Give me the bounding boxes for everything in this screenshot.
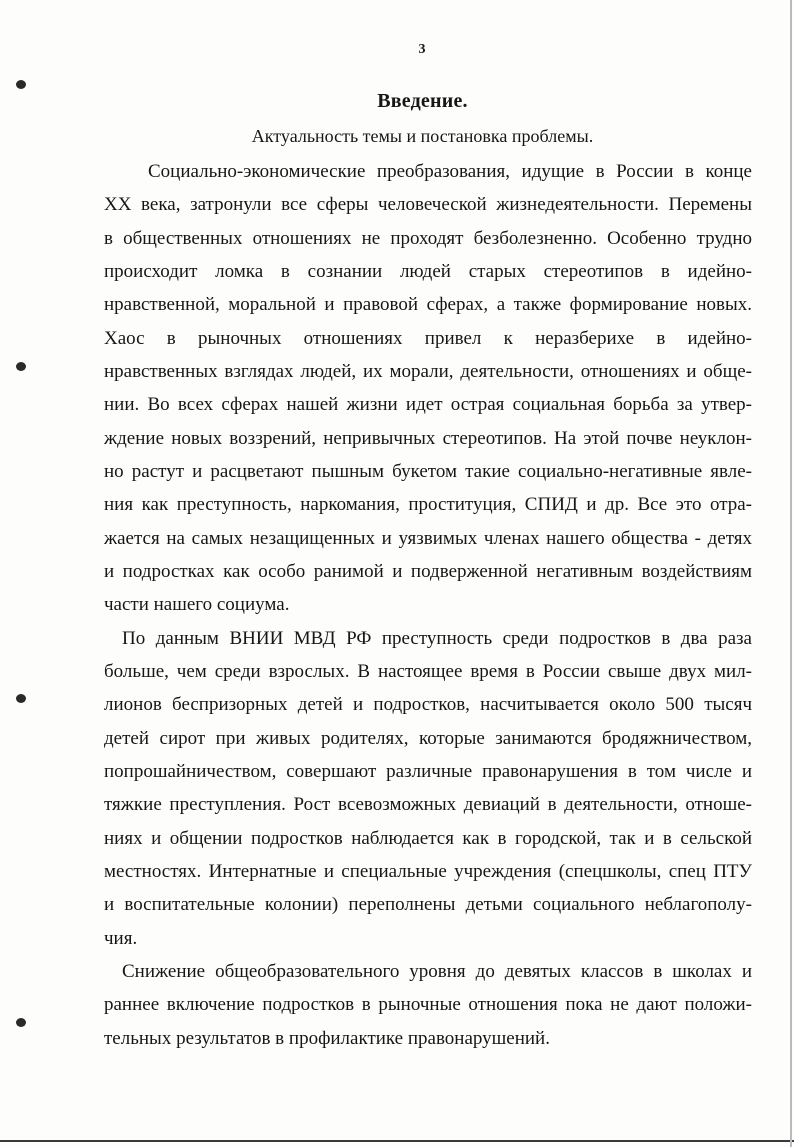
text-line: и подростках как особо ранимой и подверженной негативным воздействиям bbox=[104, 561, 752, 582]
binder-hole-mark bbox=[16, 694, 26, 703]
scan-edge-line bbox=[0, 1140, 794, 1142]
text-line: местностях. Интернатные и специальные учреждения (спецшколы, спец ПТУ bbox=[104, 861, 752, 882]
text-line: чия. bbox=[104, 928, 138, 949]
text-line: в общественных отношениях не проходят безболезненно. Особенно трудно bbox=[104, 228, 752, 249]
page-number: 3 bbox=[418, 42, 426, 57]
text-line: нравственных взглядах людей, их морали, деятельности, отношениях и обще- bbox=[104, 361, 752, 382]
text-line: тяжкие преступления. Рост всевозможных девиаций в деятельности, отноше- bbox=[104, 794, 752, 815]
text-line: лионов беспризорных детей и подростков, насчитывается около 500 тысяч bbox=[104, 694, 752, 715]
text-line: и воспитательные колонии) переполнены детьми социального неблагополу- bbox=[104, 894, 752, 915]
text-line: больше, чем среди взрослых. В настоящее время в России свыше двух мил- bbox=[104, 661, 752, 682]
text-line: происходит ломка в сознании людей старых стереотипов в идейно- bbox=[104, 261, 752, 282]
text-line: но растут и расцветают пышным букетом такие социально-негативные явле- bbox=[104, 461, 752, 482]
binder-hole-mark bbox=[16, 80, 26, 89]
binder-hole-mark bbox=[16, 1018, 26, 1027]
text-line: ниях и общении подростков наблюдается как в городской, так и в сельской bbox=[104, 828, 752, 849]
text-line: нии. Во всех сферах нашей жизни идет острая социальная борьба за утвер- bbox=[104, 394, 752, 415]
text-line: части нашего социума. bbox=[104, 594, 290, 615]
text-line: нравственной, моральной и правовой сферах, а также формирование новых. bbox=[104, 294, 752, 315]
section-subtitle: Актуальность темы и постановка проблемы. bbox=[251, 126, 594, 146]
text-line: По данным ВНИИ МВД РФ преступность среди подростков в два раза bbox=[122, 628, 752, 649]
text-line: Социально-экономические преобразования, идущие в России в конце bbox=[148, 161, 752, 182]
text-line: детей сирот при живых родителях, которые занимаются бродяжничеством, bbox=[104, 728, 752, 749]
text-line: попрошайничеством, совершают различные правонарушения в том числе и bbox=[104, 761, 752, 782]
page-title: Введение. bbox=[377, 90, 468, 112]
text-line: ждение новых воззрений, непривычных стереотипов. На этой почве неуклон- bbox=[104, 428, 752, 449]
scan-edge-line bbox=[790, 0, 792, 1147]
text-line: Снижение общеобразовательного уровня до девятых классов в школах и bbox=[122, 961, 752, 982]
text-line: ния как преступность, наркомания, проституция, СПИД и др. Все это отра- bbox=[104, 494, 752, 515]
text-line: раннее включение подростков в рыночные отношения пока не дают положи- bbox=[104, 994, 752, 1015]
text-line: Хаос в рыночных отношениях привел к неразберихе в идейно- bbox=[104, 328, 752, 349]
text-line: XX века, затронули все сферы человеческой жизнедеятельности. Перемены bbox=[104, 194, 752, 215]
binder-hole-mark bbox=[16, 362, 26, 371]
text-line: жается на самых незащищенных и уязвимых членах нашего общества - детях bbox=[104, 528, 752, 549]
text-line: тельных результатов в профилактике правонарушений. bbox=[104, 1028, 550, 1049]
